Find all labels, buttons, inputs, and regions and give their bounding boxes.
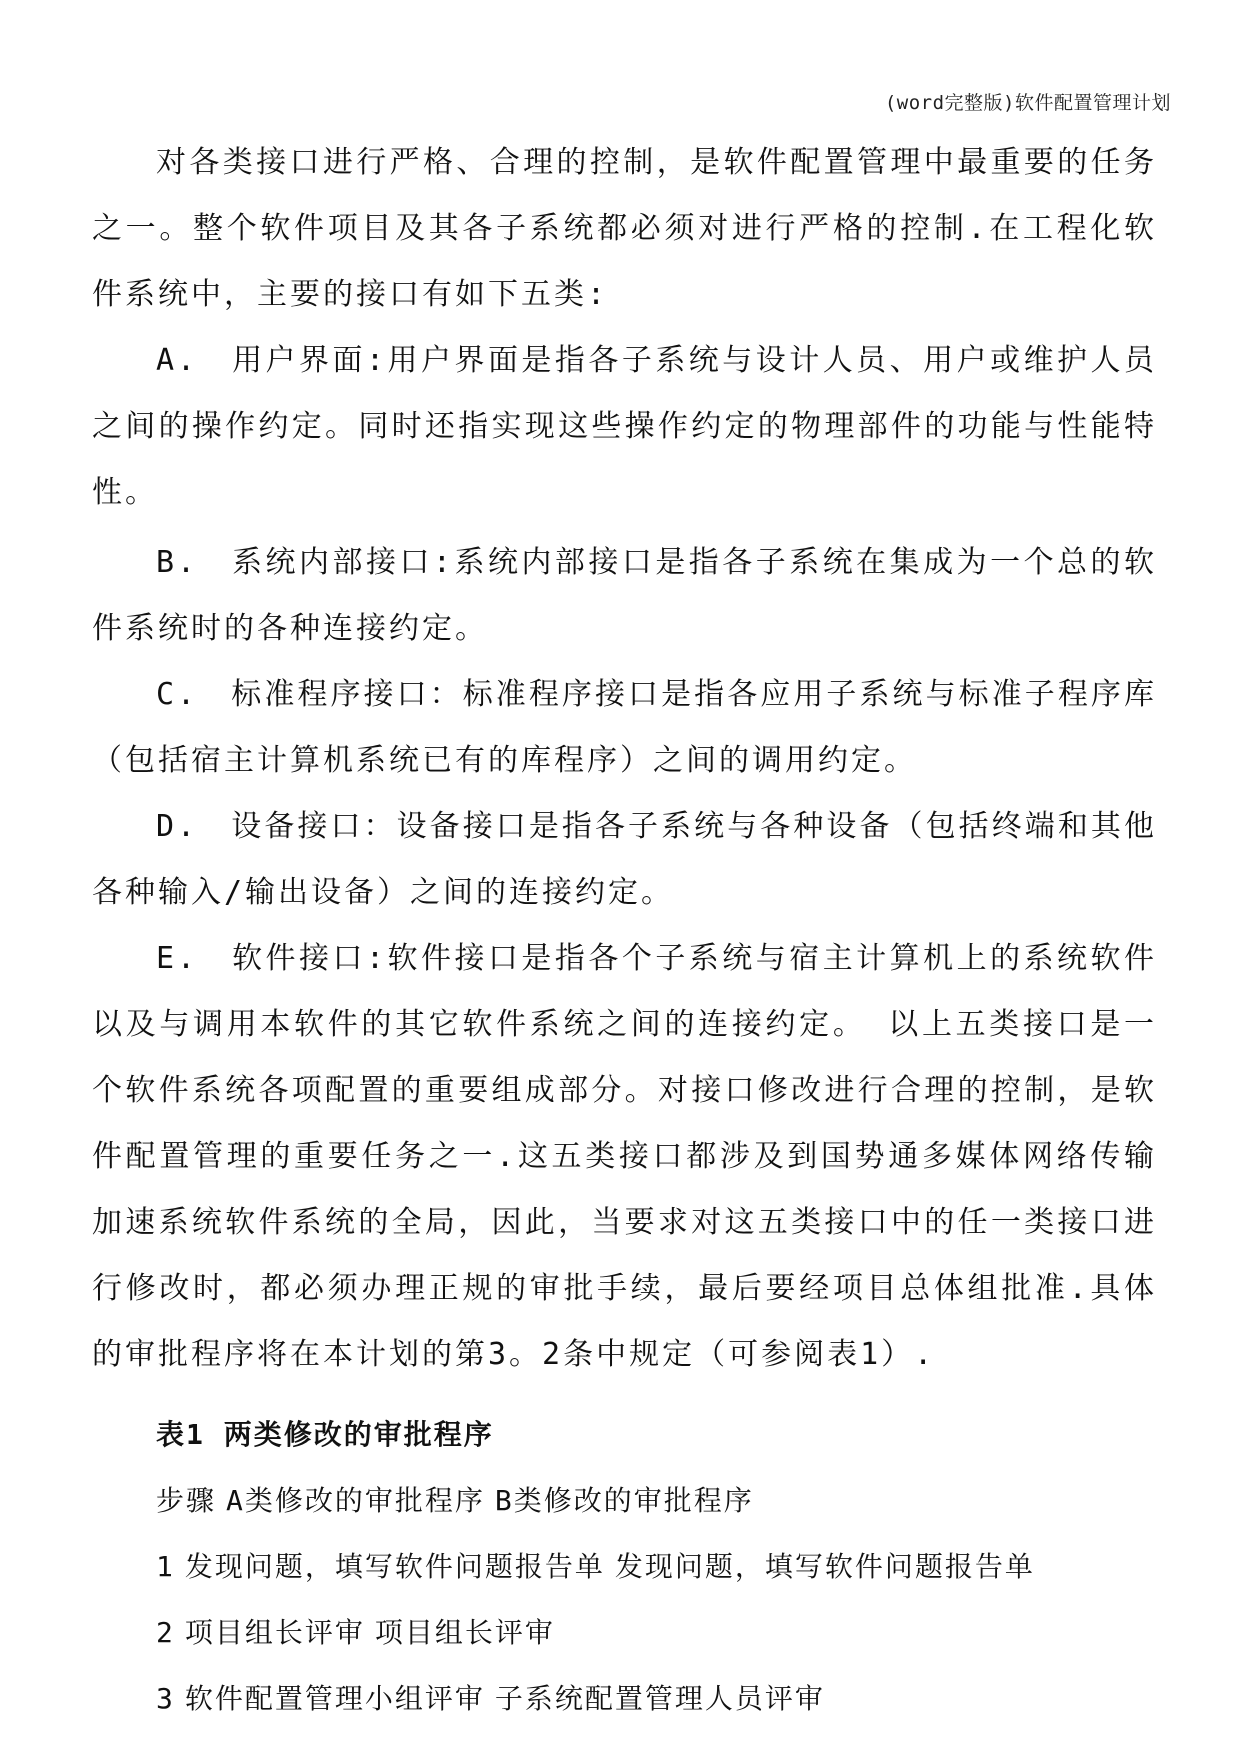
table-cell-step: 3	[156, 1682, 175, 1715]
table-header-cell-b: B类修改的审批程序	[494, 1484, 754, 1517]
table-cell-a: 项目组长评审	[184, 1616, 365, 1649]
item-a-paragraph: A. 用户界面:用户界面是指各子系统与设计人员、用户或维护人员之间的操作约定。同时还指实现这些操作约定的物理部件的功能与性能特性。	[92, 343, 1157, 510]
table-cell-b: 项目组长评审	[374, 1616, 555, 1649]
table-header-cell-step: 步骤	[156, 1484, 217, 1517]
intro-paragraph: 对各类接口进行严格、合理的控制，是软件配置管理中最重要的任务之一。整个软件项目及其各子系统都必须对进行严格的控制.在工程化软件系统中，主要的接口有如下五类:	[92, 145, 1157, 312]
table-row	[92, 1666, 1157, 1732]
table-cell-b: 子系统配置管理人员评审	[494, 1682, 825, 1715]
item-b-paragraph: B. 系统内部接口:系统内部接口是指各子系统在集成为一个总的软件系统时的各种连接约定。	[92, 545, 1157, 646]
table-cell-a: 软件配置管理小组评审	[184, 1682, 485, 1715]
table-title: 表1 两类修改的审批程序	[156, 1418, 494, 1451]
table-header-cell-a: A类修改的审批程序	[226, 1484, 485, 1517]
running-header: (word完整版)软件配置管理计划	[884, 92, 1171, 114]
table-cell-step: 1	[156, 1550, 175, 1583]
item-d-paragraph: D. 设备接口：设备接口是指各子系统与各种设备（包括终端和其他各种输入/输出设备）之间的连接约定。	[92, 809, 1157, 910]
table-cell-b: 发现问题，填写软件问题报告单	[614, 1550, 1035, 1583]
table-row	[92, 1600, 1157, 1666]
table-cell-a: 发现问题，填写软件问题报告单	[184, 1550, 605, 1583]
item-e-paragraph: E. 软件接口:软件接口是指各个子系统与宿主计算机上的系统软件以及与调用本软件的其它软件系统之间的连接约定。 以上五类接口是一个软件系统各项配置的重要组成部分。对接口修改进行合理的控制，是软件配置管理的重要任务之一.这五类接口都涉及到国势通多媒体网络传输加速系统软件系统的全局，因此，当要求对这五类接口中的任一类接口进行修改时，都必须办理正规的审批手续，最后要经项目总体组批准.具体的审批程序将在本计划的第3。2条中规定（可参阅表1）.	[92, 941, 1157, 1372]
item-c-paragraph: C. 标准程序接口：标准程序接口是指各应用子系统与标准子程序库（包括宿主计算机系统已有的库程序）之间的调用约定。	[92, 677, 1157, 778]
table-header-row	[92, 1468, 1157, 1534]
table-cell-step: 2	[156, 1616, 175, 1649]
document-body	[92, 130, 1157, 1732]
table-row	[92, 1534, 1157, 1600]
